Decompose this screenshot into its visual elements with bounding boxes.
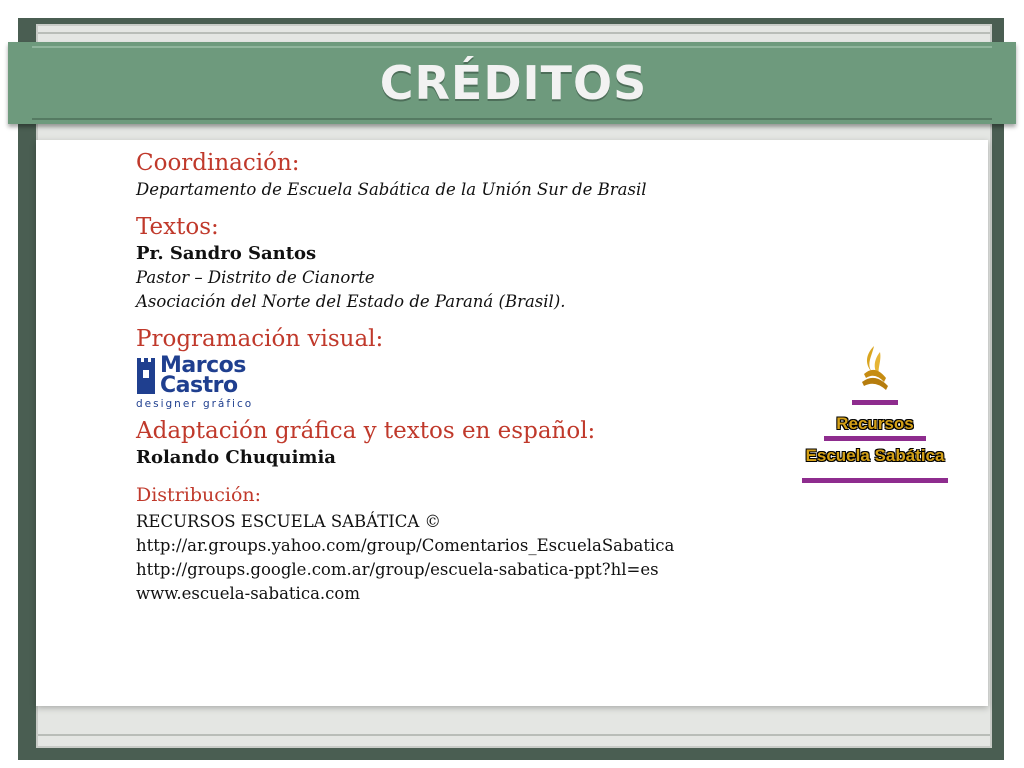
adaptation-heading: Adaptación gráfica y textos en español: [136,418,596,444]
distribution-link-website[interactable]: www.escuela-sabatica.com [136,584,360,603]
distribution-link-google[interactable]: http://groups.google.com.ar/group/escuela-sabatica-ppt?hl=es [136,560,659,579]
visual-heading: Programación visual: [136,326,384,352]
logo-line-2: Castro [160,373,238,398]
title-banner [8,42,1016,124]
emblem-text-recursos: Recursos [836,414,914,433]
paper-line-bottom [38,734,990,736]
distribution-line: RECURSOS ESCUELA SABÁTICA © [136,512,442,531]
marcos-castro-logo [136,353,776,410]
coordination-text: Departamento de Escuela Sabática de la Unión Sur de Brasil [136,180,647,199]
logo-line-1: Marcos [160,353,246,378]
distribution-heading: Distribución: [136,484,262,506]
coordination-heading: Coordinación: [136,150,300,176]
credits-content [136,148,776,606]
emblem-bar-1 [852,400,898,405]
adaptation-author: Rolando Chuquimia [136,447,336,468]
texts-author-role: Pastor – Distrito de Cianorte [136,268,375,287]
paper-line-top [38,32,990,34]
emblem-bar-3 [802,478,948,483]
logo-subtitle: designer gráfico [136,398,254,410]
flame-icon [854,344,896,396]
texts-heading: Textos: [136,214,219,240]
page-title: CRÉDITOS [379,56,648,110]
texts-author: Pr. Sandro Santos [136,243,317,264]
distribution-link-yahoo[interactable]: http://ar.groups.yahoo.com/group/Comentarios_EscuelaSabatica [136,536,675,555]
texts-author-org: Asociación del Norte del Estado de Paraná (Brasil). [136,292,566,311]
recursos-emblem [802,344,948,494]
emblem-text-escuela: Escuela Sabática [805,446,945,465]
emblem-bar-2 [824,436,926,441]
credits-card [36,140,988,706]
castle-icon [136,356,156,396]
